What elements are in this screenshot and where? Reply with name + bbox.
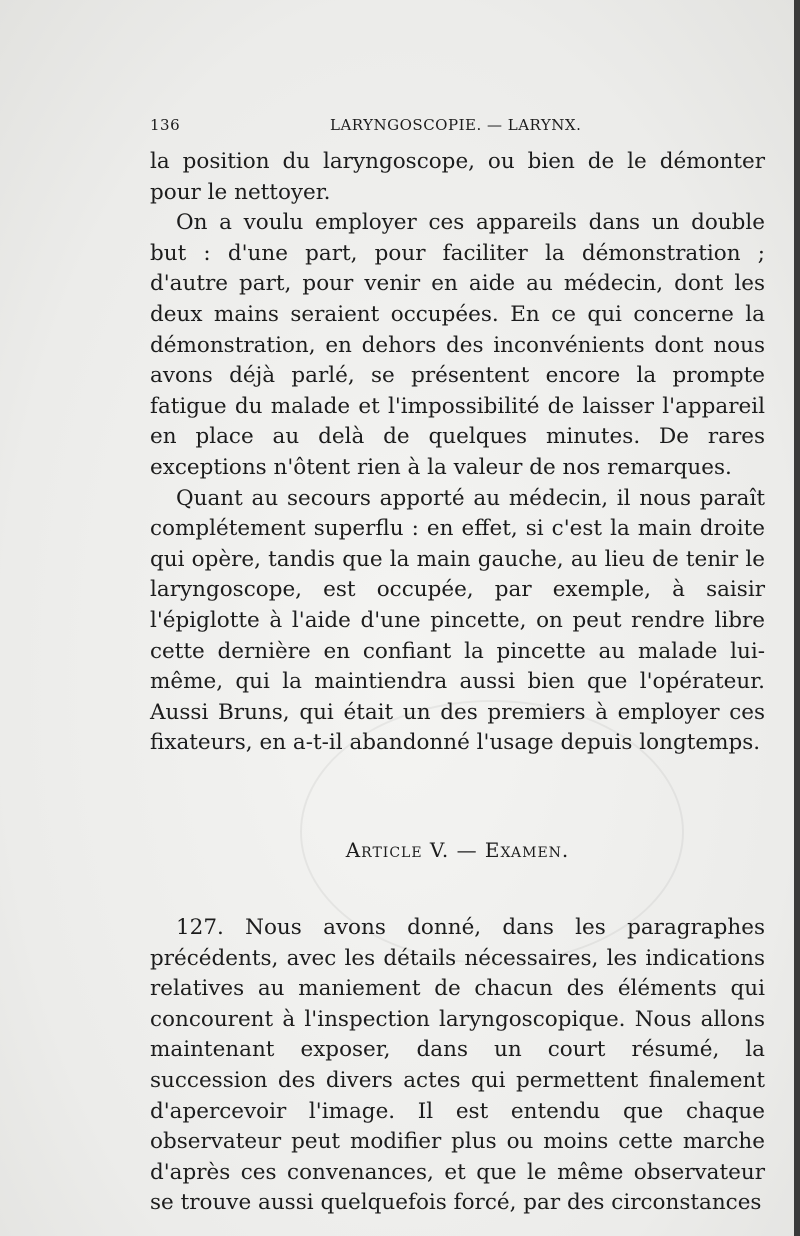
page-number: 136 — [150, 116, 181, 134]
page-edge-shadow — [794, 0, 800, 1236]
paragraph-secours: Quant au secours apporté au médecin, il nous paraît complétement superflu : en effet, si c'est la main droite qui opère, tandis que la main gauche, au lieu de tenir le laryngoscope, est occupée, par exemple, à saisir l'épiglotte à l'aide d'une pincette, on peut rendre libre cette dernière en confiant la pincette au malade lui-même, qui la maintiendra aussi bien que l'opérateur. Aussi Bruns, qui était un des premiers à employer ces fixateurs, en a-t-il abandonné l'usage depuis longtemps. — [150, 485, 765, 756]
paragraph-continuation: la position du laryngoscope, ou bien de le démonter pour le nettoyer. — [150, 149, 765, 205]
paragraph-127: 127. Nous avons donné, dans les paragraphes précédents, avec les détails nécessaires, les indications relatives au maniement de chacun des éléments qui concourent à l'inspection laryngoscopique. Nous allons maintenant exposer, dans un court résumé, la succession des divers actes qui permettent finalement d'apercevoir l'image. Il est entendu que chaque observateur peut modifier plus ou moins cette marche d'après ces convenances, et que le même observateur se trouve aussi quelquefois forcé, par des circonstances — [150, 915, 765, 1216]
paragraph-demonstration: On a voulu employer ces appareils dans un double but : d'une part, pour faciliter la démonstration ; d'autre part, pour venir en aide au médecin, dont les deux mains seraient occupées. En ce qui concerne la démonstration, en dehors des inconvénients dont nous avons déjà parlé, se présentent encore la prompte fatigue du malade et l'impossibilité de laisser l'appareil en place au delà de quelques minutes. De rares exceptions n'ôtent rien à la valeur de nos remarques. — [150, 210, 765, 480]
page-header — [150, 116, 770, 142]
body-text — [150, 147, 765, 759]
section-text — [150, 913, 765, 1219]
article-heading: Article V. — Examen. — [345, 838, 570, 862]
running-title: LARYNGOSCOPIE. — LARYNX. — [330, 116, 582, 134]
